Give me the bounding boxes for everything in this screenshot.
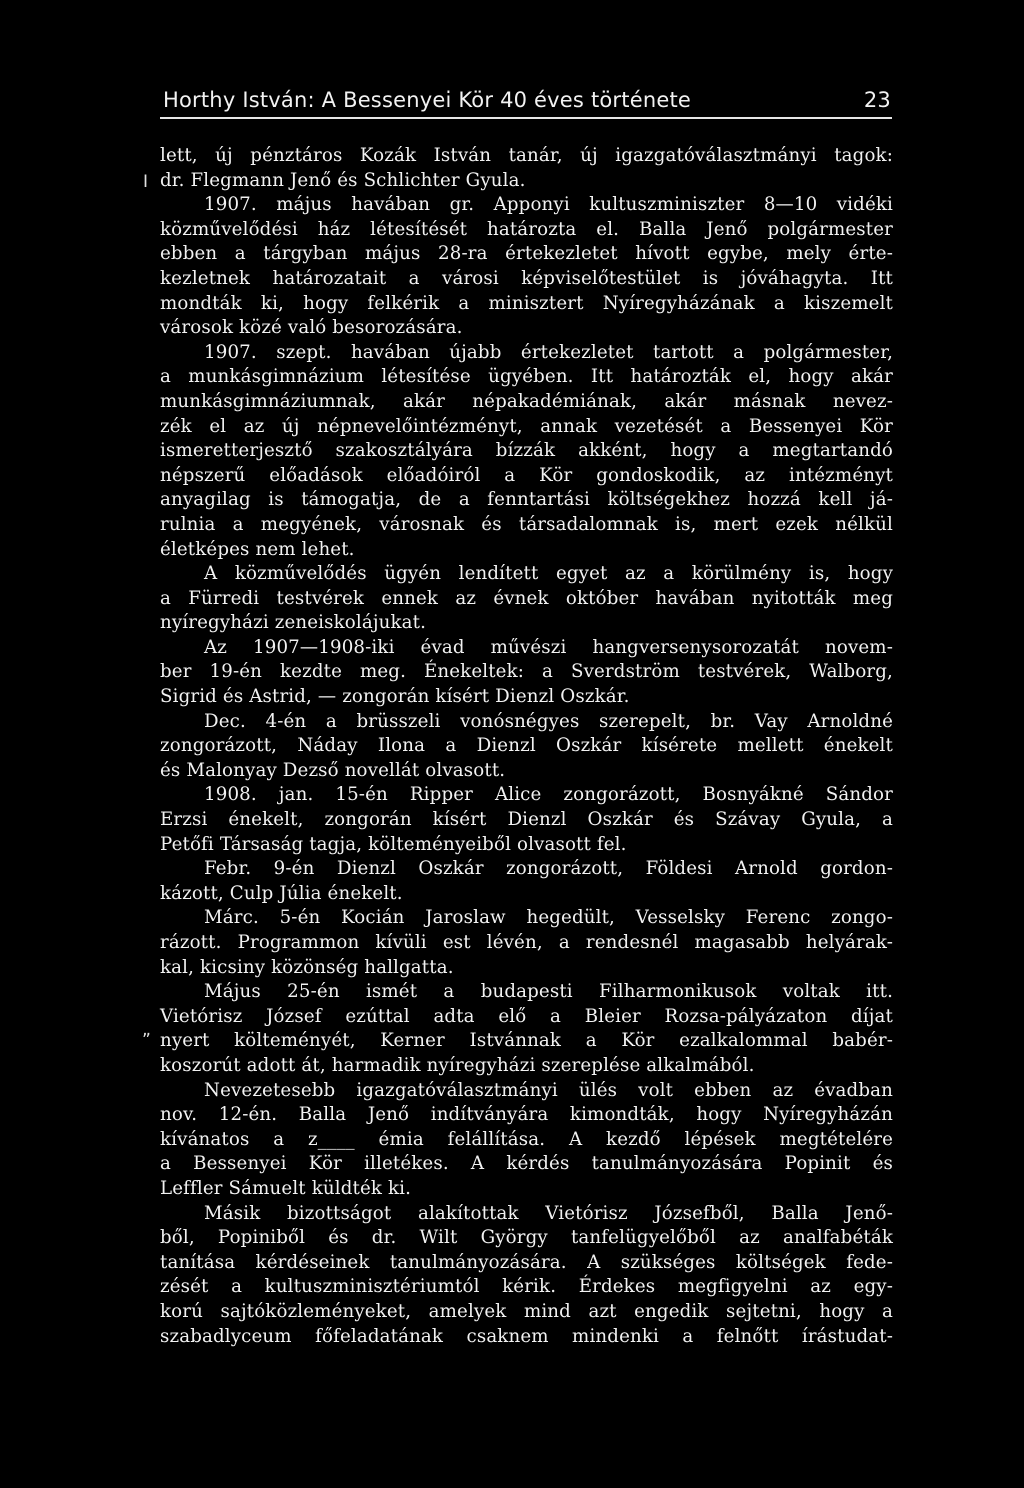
text-line: Vietórisz József ezúttal adta elő a Bleier Rozsa-pályázaton díjat — [160, 1005, 893, 1027]
text-line: Másik bizottságot alakítottak Vietórisz Józsefből, Balla Jenő- — [204, 1202, 893, 1224]
text-line: koszorút adott át, harmadik nyíregyházi szereplése alkalmából. — [160, 1054, 755, 1076]
text-line: zék el az új népnevelőintézményt, annak vezetését a Bessenyei Kör — [160, 415, 893, 437]
text-line: A közművelődés ügyén lendített egyet az a körülmény is, hogy — [204, 563, 893, 585]
text-line: Márc. 5-én Kocián Jaroslaw hegedült, Vesselsky Ferenc zongo- — [204, 907, 893, 929]
text-line: 1908. jan. 15-én Ripper Alice zongorázott, Bosnyákné Sándor — [204, 784, 893, 806]
text-line: Petőfi Társaság tagja, költeményeiből olvasott fel. — [160, 833, 627, 855]
text-line: városok közé való besorozására. — [160, 317, 463, 339]
text-line: 1907. szept. havában újabb értekezletet tartott a polgármester, — [204, 341, 893, 363]
text-line: és Malonyay Dezső novellát olvasott. — [160, 759, 506, 781]
text-line: munkásgimnáziumnak, akár népakadémiának, akár másnak nevez- — [160, 390, 893, 412]
text-line: Nevezetesebb igazgatóválasztmányi ülés volt ebben az évadban — [204, 1079, 893, 1101]
text-line: kázott, Culp Júlia énekelt. — [160, 882, 403, 904]
text-line: rázott. Programmon kívüli est lévén, a rendesnél magasabb helyárak- — [160, 932, 893, 953]
text-line: Sigrid és Astrid, — zongorán kísért Dienzl Oszkár. — [160, 686, 630, 708]
text-line: zését a kultuszminisztériumtól kérik. Érdekes megfigyelni az egy- — [160, 1276, 893, 1298]
text-line: lett, új pénztáros Kozák István tanár, új igazgatóválasztmányi tagok: — [160, 145, 893, 166]
text-line: közművelődési ház létesítését határozta el. Balla Jenő polgármester — [160, 218, 893, 240]
text-line: nyert költeményét, Kerner Istvánnak a Kör ezalkalommal babér- — [160, 1030, 893, 1052]
text-line: kal, kicsiny közönség hallgatta. — [160, 956, 454, 978]
text-line: tanítása kérdéseinek tanulmányozására. A szükséges költségek fede- — [160, 1251, 893, 1273]
margin-mark-2: „ — [142, 1020, 151, 1040]
text-line: Dec. 4-én a brüsszeli vonósnégyes szerepelt, br. Vay Arnoldné — [204, 710, 893, 732]
text-line: mondták ki, hogy felkérik a minisztert Nyíregyházának a kiszemelt — [160, 292, 893, 314]
text-line: kívánatos a z____ émia felállítása. A kezdő lépések megtételére — [160, 1128, 893, 1150]
text-line: rulnia a megyének, városnak és társadalomnak is, mert ezek nélkül — [160, 513, 893, 535]
text-line: dr. Flegmann Jenő és Schlichter Gyula. — [160, 169, 526, 191]
text-line: nov. 12-én. Balla Jenő indítványára kimondták, hogy Nyíregyházán — [160, 1104, 893, 1126]
text-line: anyagilag is támogatja, de a fenntartási költségekhez hozzá kell já- — [160, 489, 893, 511]
text-line: Erzsi énekelt, zongorán kísért Dienzl Oszkár és Szávay Gyula, a — [160, 809, 893, 831]
margin-mark-1: I — [143, 172, 149, 192]
header-rule — [160, 117, 892, 119]
text-line: népszerű előadások előadóiról a Kör gondoskodik, az intézményt — [160, 464, 893, 486]
text-line: szabadlyceum főfeladatának csaknem mindenki a felnőtt írástudat- — [160, 1325, 893, 1347]
page-number: 23 — [863, 88, 891, 112]
text-line: kezletnek határozatait a városi képviselőtestület is jóváhagyta. Itt — [160, 267, 893, 289]
text-line: a munkásgimnázium létesítése ügyében. Itt határozták el, hogy akár — [160, 366, 893, 388]
text-line: ből, Popiniből és dr. Wilt György tanfelügyelőből az analfabéták — [160, 1227, 893, 1249]
text-line: korú sajtóközleményeket, amelyek mind azt engedik sejtetni, hogy a — [160, 1300, 893, 1322]
text-line: a Bessenyei Kör illetékes. A kérdés tanulmányozására Popinit és — [160, 1153, 893, 1175]
body-text — [160, 144, 893, 1349]
text-line: életképes nem lehet. — [160, 538, 355, 560]
text-line: 1907. május havában gr. Apponyi kultuszminiszter 8—10 vidéki — [204, 194, 893, 216]
text-line: Május 25-én ismét a budapesti Filharmonikusok voltak itt. — [204, 981, 893, 1003]
text-line: Febr. 9-én Dienzl Oszkár zongorázott, Földesi Arnold gordon- — [204, 858, 893, 880]
text-line: a Fürredi testvérek ennek az évnek október havában nyitották meg — [160, 587, 893, 609]
text-line: ber 19-én kezdte meg. Énekeltek: a Sverdström testvérek, Walborg, — [160, 661, 893, 683]
text-line: ismeretterjesztő szakosztályára bízzák akként, hogy a megtartandó — [160, 440, 893, 462]
text-line: Leffler Sámuelt küldték ki. — [160, 1177, 412, 1199]
text-line: ebben a tárgyban május 28-ra értekezletet hívott egybe, mely érte- — [160, 243, 893, 265]
running-head-title: Horthy István: A Bessenyei Kör 40 éves története — [163, 88, 691, 112]
text-line: Az 1907—1908-iki évad művészi hangversenysorozatát novem- — [204, 636, 893, 658]
text-line: nyíregyházi zeneiskolájukat. — [160, 612, 427, 634]
text-line: zongorázott, Náday Ilona a Dienzl Oszkár kísérete mellett énekelt — [160, 735, 893, 757]
